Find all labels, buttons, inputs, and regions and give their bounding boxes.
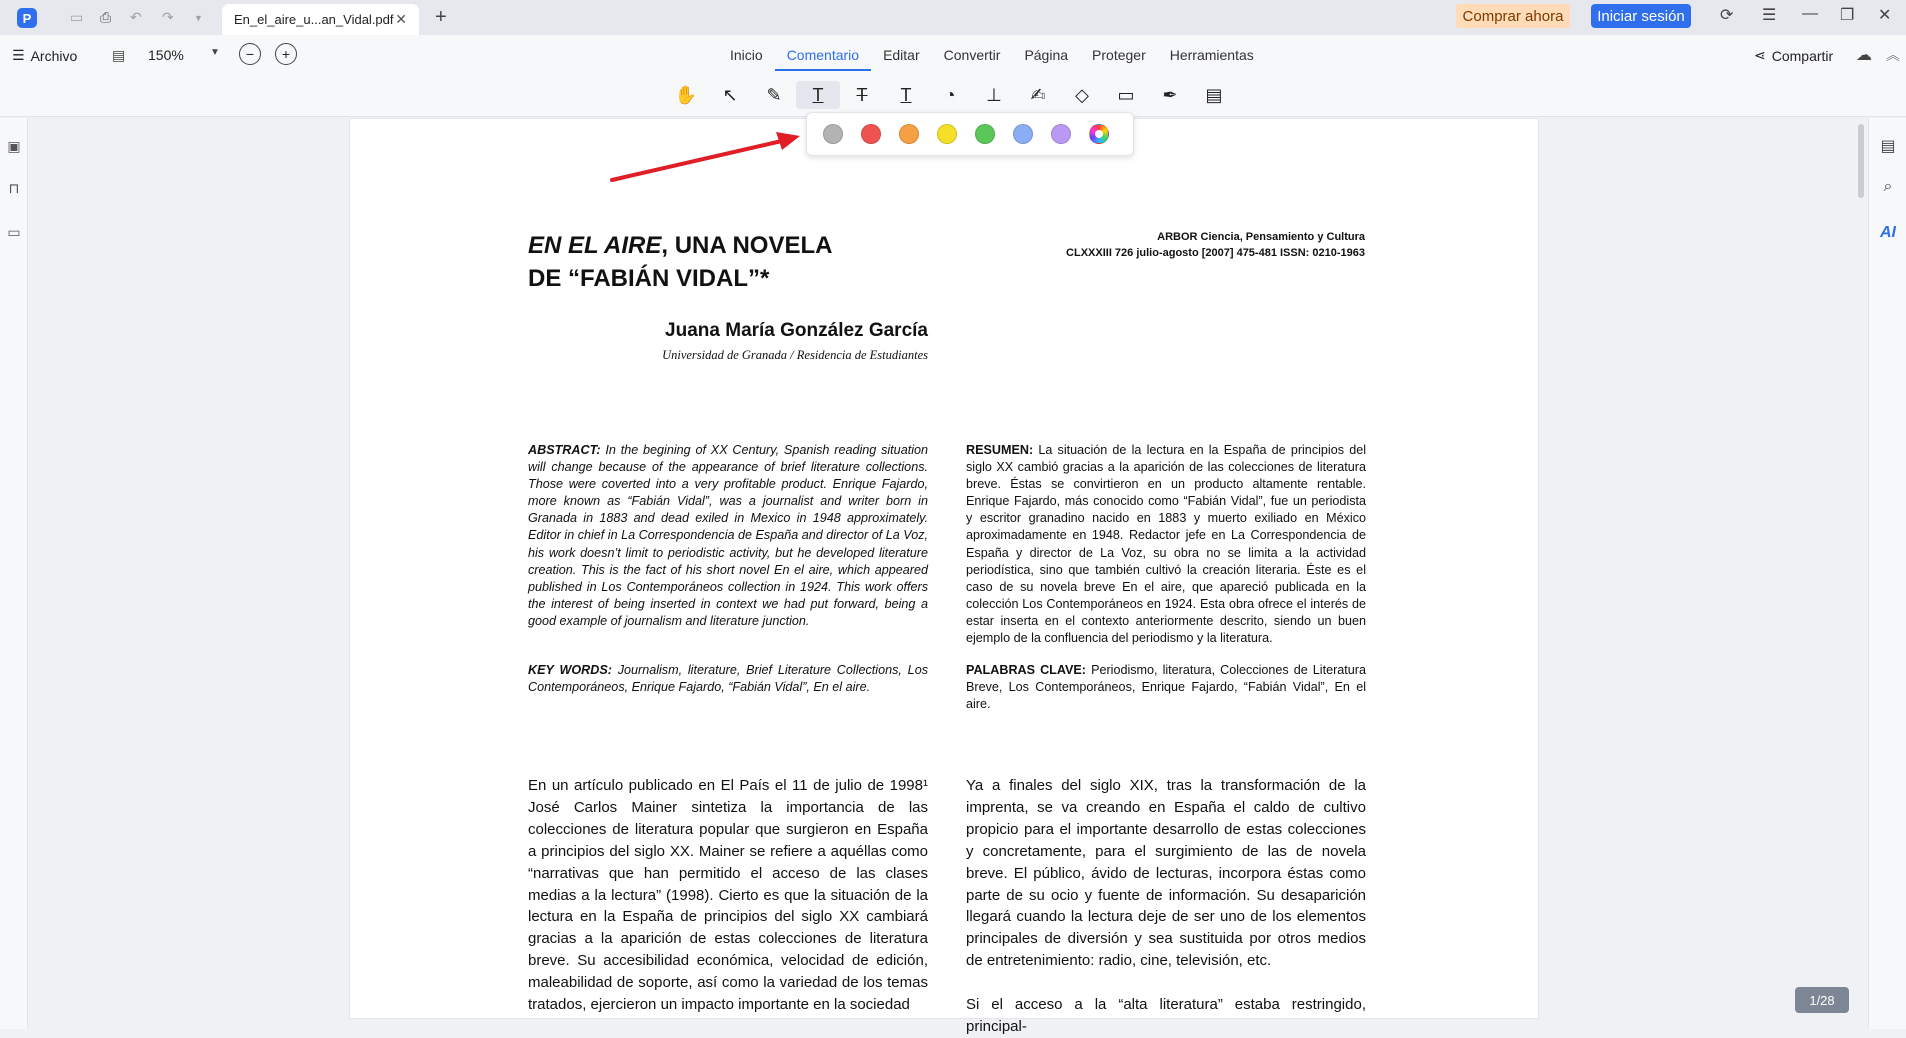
login-button[interactable]: Iniciar sesión (1591, 4, 1691, 28)
vertical-scrollbar[interactable] (1858, 124, 1864, 198)
thumbnail-icon[interactable]: ▣ (7, 138, 21, 154)
tab-pagina[interactable]: Página (1024, 47, 1069, 63)
abstract-text: In the begining of XX Century, Spanish reading situation will change because of the appearance of brief literature collections. Those were coverted into a very profitable product. Enrique Fajardo, more known as “Fabián Vidal”, was a journalist and writer born in Granada in 1883 and dead exiled in Mexico in 1948 approximately. Editor in chief in La Correspondencia de España and director of La Voz, his work doesn’t limit to periodistic activity, but he developed literature creation. This is the fact of his short novel En el aire, which appeared published in Los Contemporáneos collection in 1924. This work offers the interest of being inserted in context we had put forward, being a good example of journalism and literature junction. (528, 443, 928, 628)
redo-icon[interactable]: ↷ (162, 9, 174, 25)
quick-access-dropdown-icon[interactable]: ▼ (194, 13, 203, 23)
resumen-label: RESUMEN: (966, 443, 1034, 457)
cloud-upload-icon[interactable]: ☁ (1856, 47, 1872, 64)
hamburger-icon: ☰ (12, 47, 25, 63)
signature-tool-icon[interactable]: ✍ (1030, 84, 1046, 105)
custom-color-icon[interactable] (1089, 124, 1109, 144)
journal-reference: CLXXXIII 726 julio-agosto [2007] 475-481 ISSN: 0210-1963 (1066, 247, 1365, 259)
author-affiliation: Universidad de Granada / Residencia de Estudiantes (662, 348, 928, 362)
page-indicator: 1/28 (1795, 987, 1849, 1013)
article-title (528, 229, 832, 295)
keywords-text: Journalism, literature, Brief Literature Collections, Los Contemporáneos, Enrique Fajardo, “Fabián Vidal”, En el aire. (528, 663, 928, 695)
menu-icon[interactable]: ☰ (1762, 7, 1777, 24)
zoom-dropdown-icon[interactable]: ▼ (210, 47, 220, 58)
body-right-paragraph-1: Ya a finales del siglo XIX, tras la transformación de la imprenta, se va creando en España el caldo de cultivo propicio para el importante desarrollo de estas colecciones y concretamente, para el surgimiento de las de novela breve. El público, ávido de lecturas, incorpora éstas como parte de su ocio y fuente de información. Su desaparición llegará cuando la lectura deje de ser uno de los elementos principales de diversión y sea sustituida por otros medios de entretenimiento: radio, cine, televisión, etc. (966, 777, 1366, 970)
color-swatch-blue[interactable] (1013, 124, 1033, 144)
resumen-text: La situación de la lectura en la España de principios del siglo XX cambió gracias a la aparición de las colecciones de literatura breve. Éstas se convirtieron en un producto altamente rentable. Enrique Fajardo, más conocido como “Fabián Vidal”, fue un periodista y escritor granadino nacido en 1883 y muerto exiliado en México aproximadamente en 1948. Redactor jefe en La Correspondencia de España y director de La Voz, su obra no se limita a la actividad periodística, sino que también cultivó la creación literaria. Éste es el caso de su novela breve En el aire, que apareció publicada en la colección Los Contemporáneos en 1924. Esta obra ofrece el interés de estar inserta en el contexto anteriormente descrito, siendo un buen ejemplo de la confluencia del periodismo y la literatura. (966, 443, 1366, 646)
tab-inicio[interactable]: Inicio (730, 47, 763, 63)
abstract-label: ABSTRACT: (528, 443, 601, 457)
highlight-tool-icon[interactable]: ✎ (766, 84, 782, 105)
file-menu[interactable] (12, 47, 77, 64)
journal-name: ARBOR Ciencia, Pensamiento y Cultura (1157, 231, 1365, 243)
search-icon[interactable]: ⌕ (1883, 178, 1893, 195)
color-swatch-green[interactable] (975, 124, 995, 144)
left-sidebar (0, 118, 28, 1029)
share-label: Compartir (1771, 47, 1834, 64)
annotation-arrow (600, 130, 810, 190)
comments-icon[interactable]: ▭ (7, 224, 21, 240)
strikethrough-tool-icon[interactable]: T (856, 84, 868, 105)
tab-herramientas[interactable]: Herramientas (1169, 47, 1254, 63)
save-icon[interactable]: ▭ (70, 9, 84, 25)
tab-convertir[interactable]: Convertir (943, 47, 1001, 63)
bookmark-icon[interactable]: ⊓ (8, 180, 20, 196)
file-menu-label: Archivo (30, 47, 78, 64)
zoom-in-icon[interactable]: + (275, 43, 297, 65)
maximize-icon[interactable]: ❐ (1840, 7, 1855, 24)
close-window-icon[interactable]: ✕ (1878, 7, 1892, 24)
body-left-column: En un artículo publicado en El País el 11 de julio de 1998¹ José Carlos Mainer sintetiza la importancia de las colecciones de literatura popular que surgieron en España a principios del siglo XX. Mainer se refiere a aquéllas como “narrativas que han permitido el acceso de las clases medias a la lectura” (1998). Cierto es que la situación de la lectura en la España de principios del siglo XX cambiará gracias a la aparición de estas colecciones de literatura breve. Su accesibilidad económica, velocidad de edición, maleabilidad de soporte, así como la variedad de los temas tratados, ejercieron un impacto importante en la sociedad (528, 777, 928, 1014)
abstract (528, 442, 928, 630)
sticky-note-tool-icon[interactable]: ◔ (944, 84, 956, 105)
share-button[interactable] (1754, 47, 1833, 64)
body-right-column (966, 775, 1366, 1038)
sync-icon[interactable]: ⟳ (1720, 7, 1734, 24)
collapse-ribbon-icon[interactable]: ︽ (1886, 47, 1900, 63)
color-picker-popup (806, 112, 1134, 156)
new-tab-icon[interactable]: + (435, 6, 447, 28)
comment-box-tool-icon[interactable]: ▤ (1205, 84, 1223, 105)
ribbon-toolbar (0, 35, 1906, 117)
color-swatch-gray[interactable] (823, 124, 843, 144)
eraser-tool-icon[interactable]: ◇ (1075, 84, 1089, 105)
zoom-out-icon[interactable]: − (239, 43, 261, 65)
title-bar (0, 0, 1906, 35)
text-insert-tool-icon[interactable]: T (900, 84, 912, 105)
ai-assistant-icon[interactable]: AI (1880, 224, 1896, 241)
comment-tools (664, 81, 1236, 109)
author-name: Juana María González García (665, 320, 928, 341)
palabras-text: Periodismo, literatura, Colecciones de Literatura Breve, Los Contemporáneos, Enrique Fajardo, “Fabián Vidal”, En el aire. (966, 663, 1366, 712)
color-swatch-purple[interactable] (1051, 124, 1071, 144)
underline-tool-icon[interactable]: T (796, 81, 840, 109)
article-title-line2: DE “FABIÁN VIDAL”* (528, 265, 770, 292)
tab-proteger[interactable]: Proteger (1092, 47, 1146, 63)
tab-editar[interactable]: Editar (883, 47, 920, 63)
article-title-rest: , UNA NOVELA (661, 232, 833, 259)
menu-tabs (718, 47, 1266, 71)
color-swatch-orange[interactable] (899, 124, 919, 144)
color-swatch-yellow[interactable] (937, 124, 957, 144)
buy-now-button[interactable]: Comprar ahora (1456, 4, 1570, 28)
pen-tool-icon[interactable]: ✒ (1162, 84, 1178, 105)
article-title-italic: EN EL AIRE (528, 232, 662, 259)
app-logo-icon[interactable]: P (17, 8, 37, 28)
keywords-label: KEY WORDS: (528, 663, 612, 677)
resumen (966, 442, 1366, 647)
document-tab[interactable] (222, 4, 419, 35)
properties-icon[interactable]: ▤ (1880, 138, 1896, 155)
minimize-icon[interactable]: — (1802, 5, 1818, 22)
tab-comentario[interactable]: Comentario (775, 47, 871, 71)
color-swatch-red[interactable] (861, 124, 881, 144)
hand-tool-icon[interactable]: ✋ (674, 84, 698, 105)
palabras-label: PALABRAS CLAVE: (966, 663, 1087, 677)
keywords (528, 662, 928, 696)
zoom-level[interactable]: 150% (148, 47, 184, 63)
close-tab-icon[interactable]: ✕ (395, 11, 407, 27)
select-tool-icon[interactable]: ↖ (722, 84, 738, 105)
journal-info (985, 229, 1365, 261)
rectangle-tool-icon[interactable]: ▭ (1117, 84, 1135, 105)
document-tab-title: En_el_aire_u...an_Vidal.pdf (234, 12, 394, 27)
right-sidebar (1868, 118, 1906, 1029)
palabras-clave (966, 662, 1366, 713)
print-icon[interactable]: ⎙ (100, 9, 112, 25)
undo-icon[interactable]: ↶ (130, 9, 142, 25)
body-right-paragraph-2: Si el acceso a la “alta literatura” estaba restringido, principal- (966, 996, 1366, 1036)
page-view-icon[interactable]: ▤ (112, 47, 126, 63)
stamp-tool-icon[interactable]: ⊥ (986, 84, 1002, 105)
share-icon: ⋖ (1754, 47, 1766, 63)
